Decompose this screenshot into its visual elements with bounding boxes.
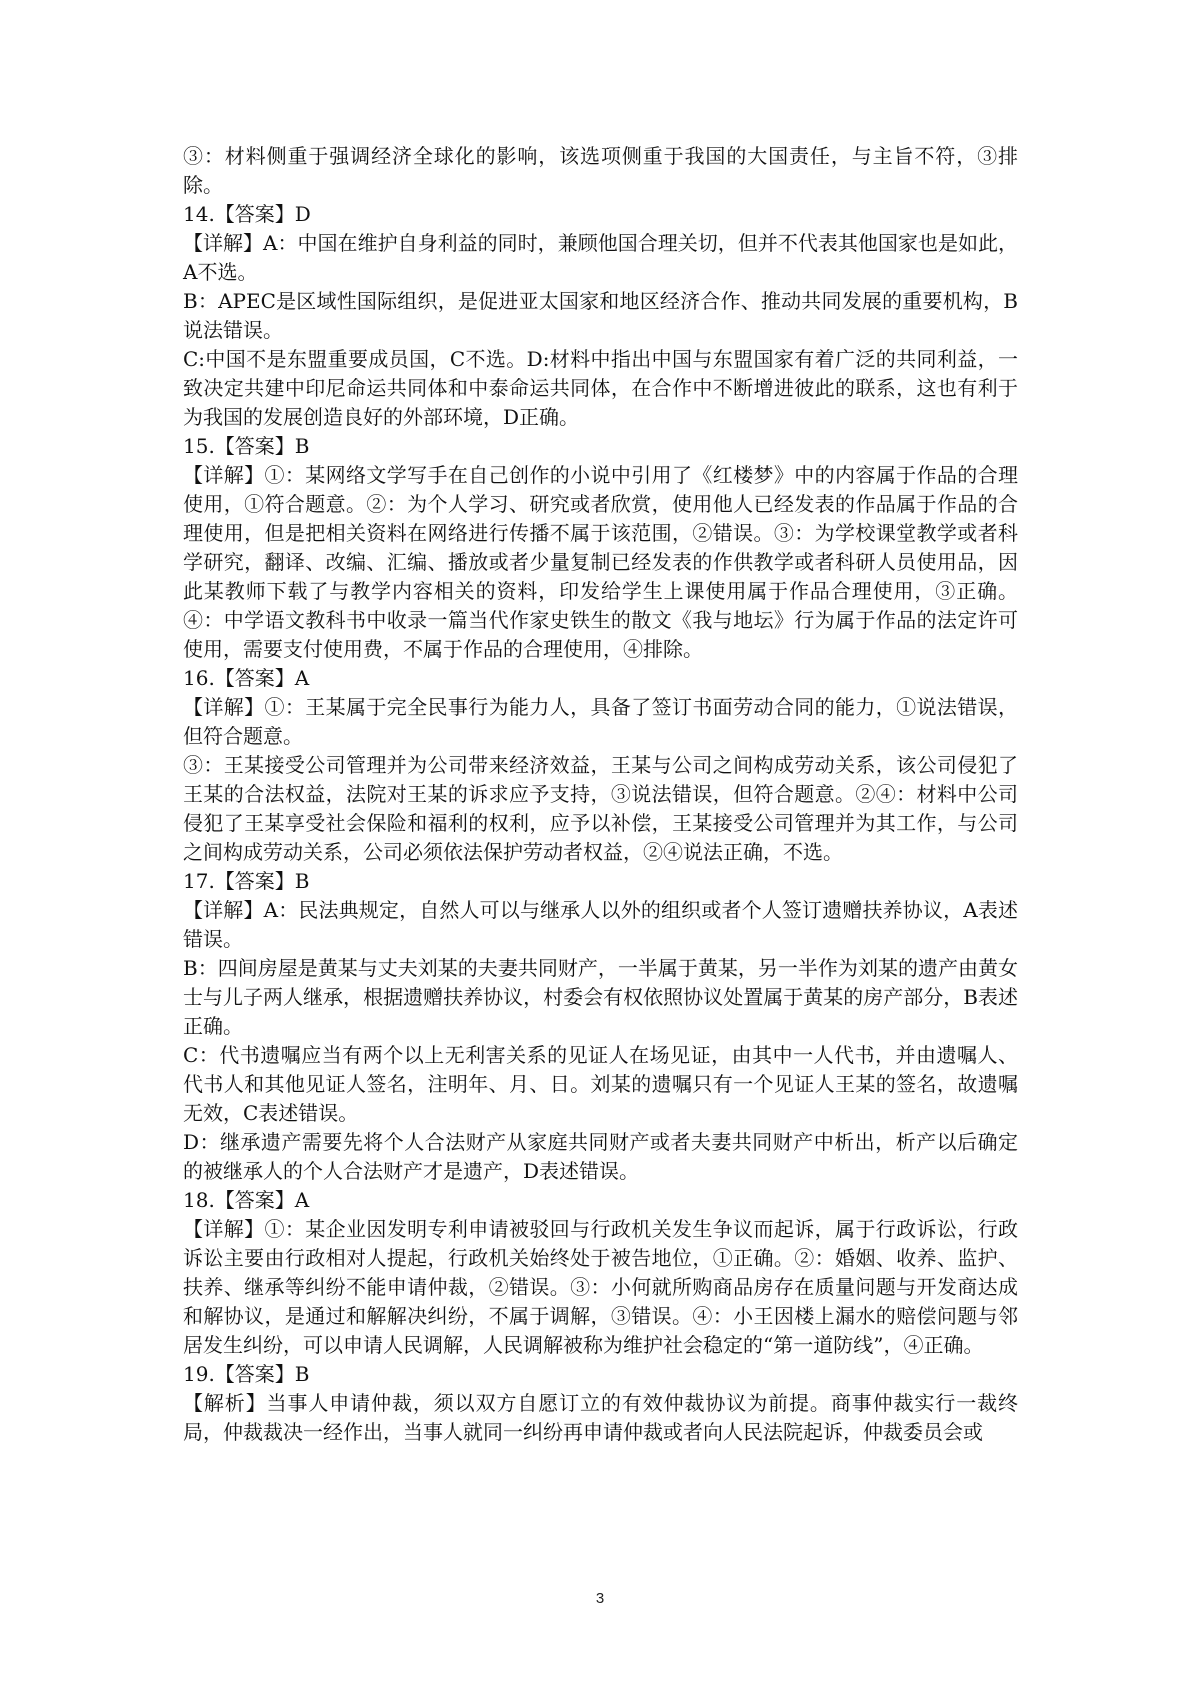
answer-heading-15: 15.【答案】B [183, 434, 310, 458]
answer-heading-18: 18.【答案】A [183, 1188, 310, 1212]
paragraph-q13-item3: ③：材料侧重于强调经济全球化的影响，该选项侧重于我国的大国责任，与主旨不符，③排除。 [183, 144, 1018, 197]
page-number: 3 [595, 1590, 605, 1607]
paragraph-q17-option-d: D：继承遗产需要先将个人合法财产从家庭共同财产或者夫妻共同财产中析出，析产以后确定的被继承人的个人合法财产才是遗产，D表述错误。 [183, 1130, 1018, 1183]
answer-explanations [183, 142, 1018, 1447]
paragraph-q14-option-c-d: C:中国不是东盟重要成员国，C不选。D:材料中指出中国与东盟国家有着广泛的共同利益，一致决定共建中印尼命运共同体和中泰命运共同体，在合作中不断增进彼此的联系，这也有利于为我国的发展创造良好的外部环境，D正确。 [183, 347, 1018, 429]
paragraph-q17-option-b: B：四间房屋是黄某与丈夫刘某的夫妻共同财产，一半属于黄某，另一半作为刘某的遗产由黄女士与儿子两人继承，根据遗赠扶养协议，村委会有权依照协议处置属于黄某的房产部分，B表述正确。 [183, 956, 1018, 1038]
paragraph-q16-item1: 【详解】①：王某属于完全民事行为能力人，具备了签订书面劳动合同的能力，①说法错误，但符合题意。 [183, 695, 1018, 748]
paragraph-q15-detail: 【详解】①：某网络文学写手在自己创作的小说中引用了《红楼梦》中的内容属于作品的合理使用，①符合题意。②：为个人学习、研究或者欣赏，使用他人已经发表的作品属于作品的合理使用，但是把相关资料在网络进行传播不属于该范围，②错误。③：为学校课堂教学或者科学研究，翻译、改编、汇编、播放或者少量复制已经发表的作供教学或者科研人员使用品，因此某教师下载了与教学内容相关的资料，印发给学生上课使用属于作品合理使用，③正确。④：中学语文教科书中收录一篇当代作家史铁生的散文《我与地坛》行为属于作品的法定许可使用，需要支付使用费，不属于作品的合理使用，④排除。 [183, 463, 1018, 661]
paragraph-q19-analysis: 【解析】当事人申请仲裁，须以双方自愿订立的有效仲裁协议为前提。商事仲裁实行一裁终局，仲裁裁决一经作出，当事人就同一纠纷再申请仲裁或者向人民法院起诉，仲裁委员会或 [183, 1391, 1018, 1444]
answer-heading-14: 14.【答案】D [183, 202, 311, 226]
answer-heading-19: 19.【答案】B [183, 1362, 310, 1386]
answer-heading-17: 17.【答案】B [183, 869, 310, 893]
paragraph-q17-option-c: C：代书遗嘱应当有两个以上无利害关系的见证人在场见证，由其中一人代书，并由遗嘱人、代书人和其他见证人签名，注明年、月、日。刘某的遗嘱只有一个见证人王某的签名，故遗嘱无效，C表述错误。 [183, 1043, 1018, 1125]
paragraph-q14-option-b: B：APEC是区域性国际组织，是促进亚太国家和地区经济合作、推动共同发展的重要机构，B说法错误。 [183, 289, 1018, 342]
paragraph-q17-option-a: 【详解】A：民法典规定，自然人可以与继承人以外的组织或者个人签订遗赠扶养协议，A表述错误。 [183, 898, 1018, 951]
paragraph-q14-option-a: 【详解】A：中国在维护自身利益的同时，兼顾他国合理关切，但并不代表其他国家也是如此，A不选。 [183, 231, 1018, 284]
paragraph-q18-detail: 【详解】①：某企业因发明专利申请被驳回与行政机关发生争议而起诉，属于行政诉讼，行政诉讼主要由行政相对人提起，行政机关始终处于被告地位，①正确。②：婚姻、收养、监护、扶养、继承等纠纷不能申请仲裁，②错误。③：小何就所购商品房存在质量问题与开发商达成和解协议，是通过和解解决纠纷，不属于调解，③错误。④：小王因楼上漏水的赔偿问题与邻居发生纠纷，可以申请人民调解，人民调解被称为维护社会稳定的“第一道防线”，④正确。 [183, 1217, 1018, 1357]
answer-heading-16: 16.【答案】A [183, 666, 310, 690]
paragraph-q16-item3: ③：王某接受公司管理并为公司带来经济效益，王某与公司之间构成劳动关系，该公司侵犯了王某的合法权益，法院对王某的诉求应予支持，③说法错误，但符合题意。②④：材料中公司侵犯了王某享受社会保险和福利的权利，应予以补偿，王某接受公司管理并为其工作，与公司之间构成劳动关系，公司必须依法保护劳动者权益，②④说法正确，不选。 [183, 753, 1018, 864]
